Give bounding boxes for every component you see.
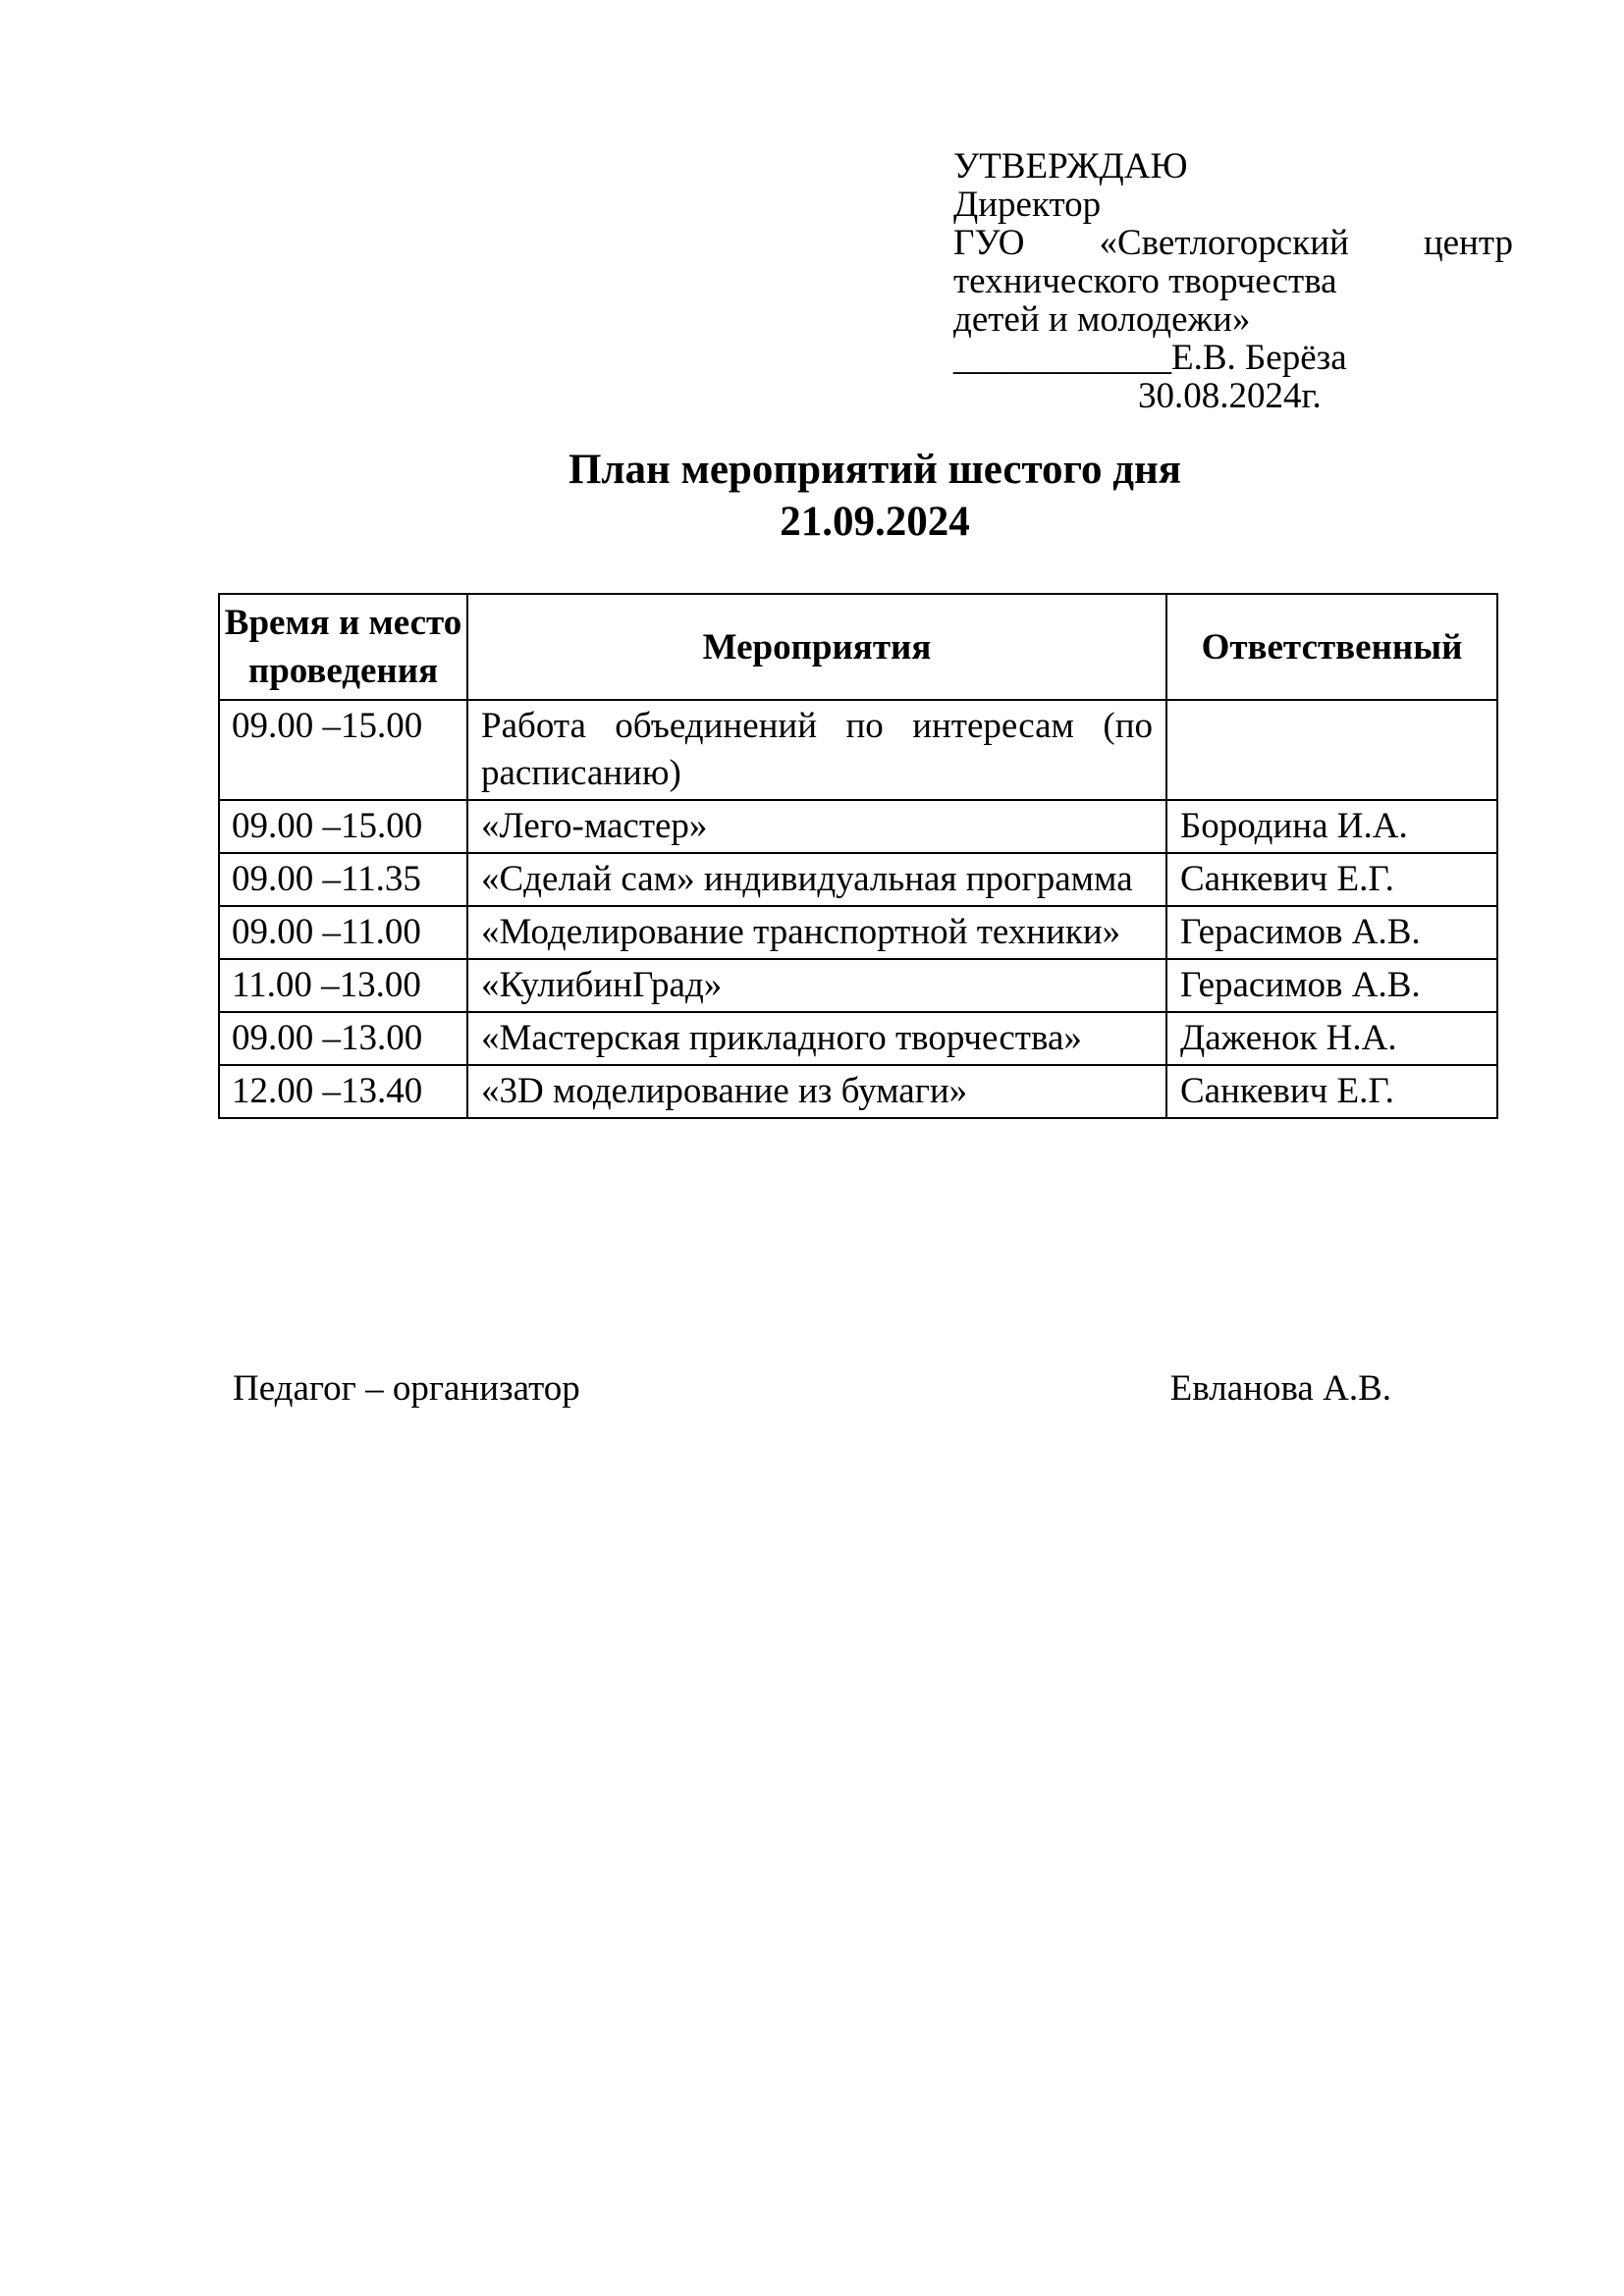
title-date: 21.09.2024 (780, 499, 970, 545)
row-time: 09.00 –11.00 (219, 906, 467, 959)
row-time: 09.00 –15.00 (219, 800, 467, 853)
footer-name: Евланова А.В. (1169, 1368, 1391, 1409)
approval-position: Директор (953, 185, 1102, 225)
table-header-row (219, 594, 1497, 700)
table-row (219, 906, 1497, 959)
approval-org-word2: центр (1423, 223, 1513, 263)
row-responsible: Санкевич Е.Г. (1166, 853, 1497, 906)
row-responsible: Герасимов А.В. (1166, 906, 1497, 959)
row-event: «Мастерская прикладного творчества» (467, 1012, 1166, 1065)
approval-signature-line: ____________Е.В. Берёза (953, 338, 1347, 378)
row-responsible: Санкевич Е.Г. (1166, 1065, 1497, 1118)
header-responsible: Ответственный (1166, 594, 1497, 700)
approval-org-word1: «Светлогорский (1099, 223, 1349, 263)
approval-org-line2: технического творчества (953, 261, 1337, 301)
title-line1: План мероприятий шестого дня (568, 447, 1182, 493)
row-responsible (1166, 700, 1497, 800)
row-event: «3D моделирование из бумаги» (467, 1065, 1166, 1118)
approval-date: 30.08.2024г. (1138, 376, 1322, 416)
row-event: «Лего-мастер» (467, 800, 1166, 853)
table-row (219, 959, 1497, 1012)
footer-role: Педагог – организатор (233, 1368, 580, 1409)
table-row (219, 1065, 1497, 1118)
row-event: «Моделирование транспортной техники» (467, 906, 1166, 959)
approval-stamp: УТВЕРЖДАЮ (953, 146, 1188, 187)
row-event: «КулибинГрад» (467, 959, 1166, 1012)
row-event: «Сделай сам» индивидуальная программа (467, 853, 1166, 906)
approval-org-line3: детей и молодежи» (953, 299, 1251, 340)
header-time-place: Время и место проведения (219, 594, 467, 700)
approval-block (953, 147, 1513, 415)
table-row (219, 800, 1497, 853)
row-time: 11.00 –13.00 (219, 959, 467, 1012)
table-row (219, 700, 1497, 800)
header-events: Мероприятия (467, 594, 1166, 700)
signature-footer (233, 1367, 1391, 1411)
table-row (219, 1012, 1497, 1065)
events-table (218, 593, 1498, 1119)
row-responsible: Даженок Н.А. (1166, 1012, 1497, 1065)
row-time: 09.00 –13.00 (219, 1012, 467, 1065)
row-responsible: Бородина И.А. (1166, 800, 1497, 853)
table-row (219, 853, 1497, 906)
approval-org-line1 (953, 224, 1513, 262)
approval-org-prefix: ГУО (953, 223, 1025, 263)
row-event: Работа объединений по интересам (по расписанию) (467, 700, 1166, 800)
row-time: 12.00 –13.40 (219, 1065, 467, 1118)
document-title (0, 444, 1624, 548)
row-time: 09.00 –15.00 (219, 700, 467, 800)
row-time: 09.00 –11.35 (219, 853, 467, 906)
row-responsible: Герасимов А.В. (1166, 959, 1497, 1012)
